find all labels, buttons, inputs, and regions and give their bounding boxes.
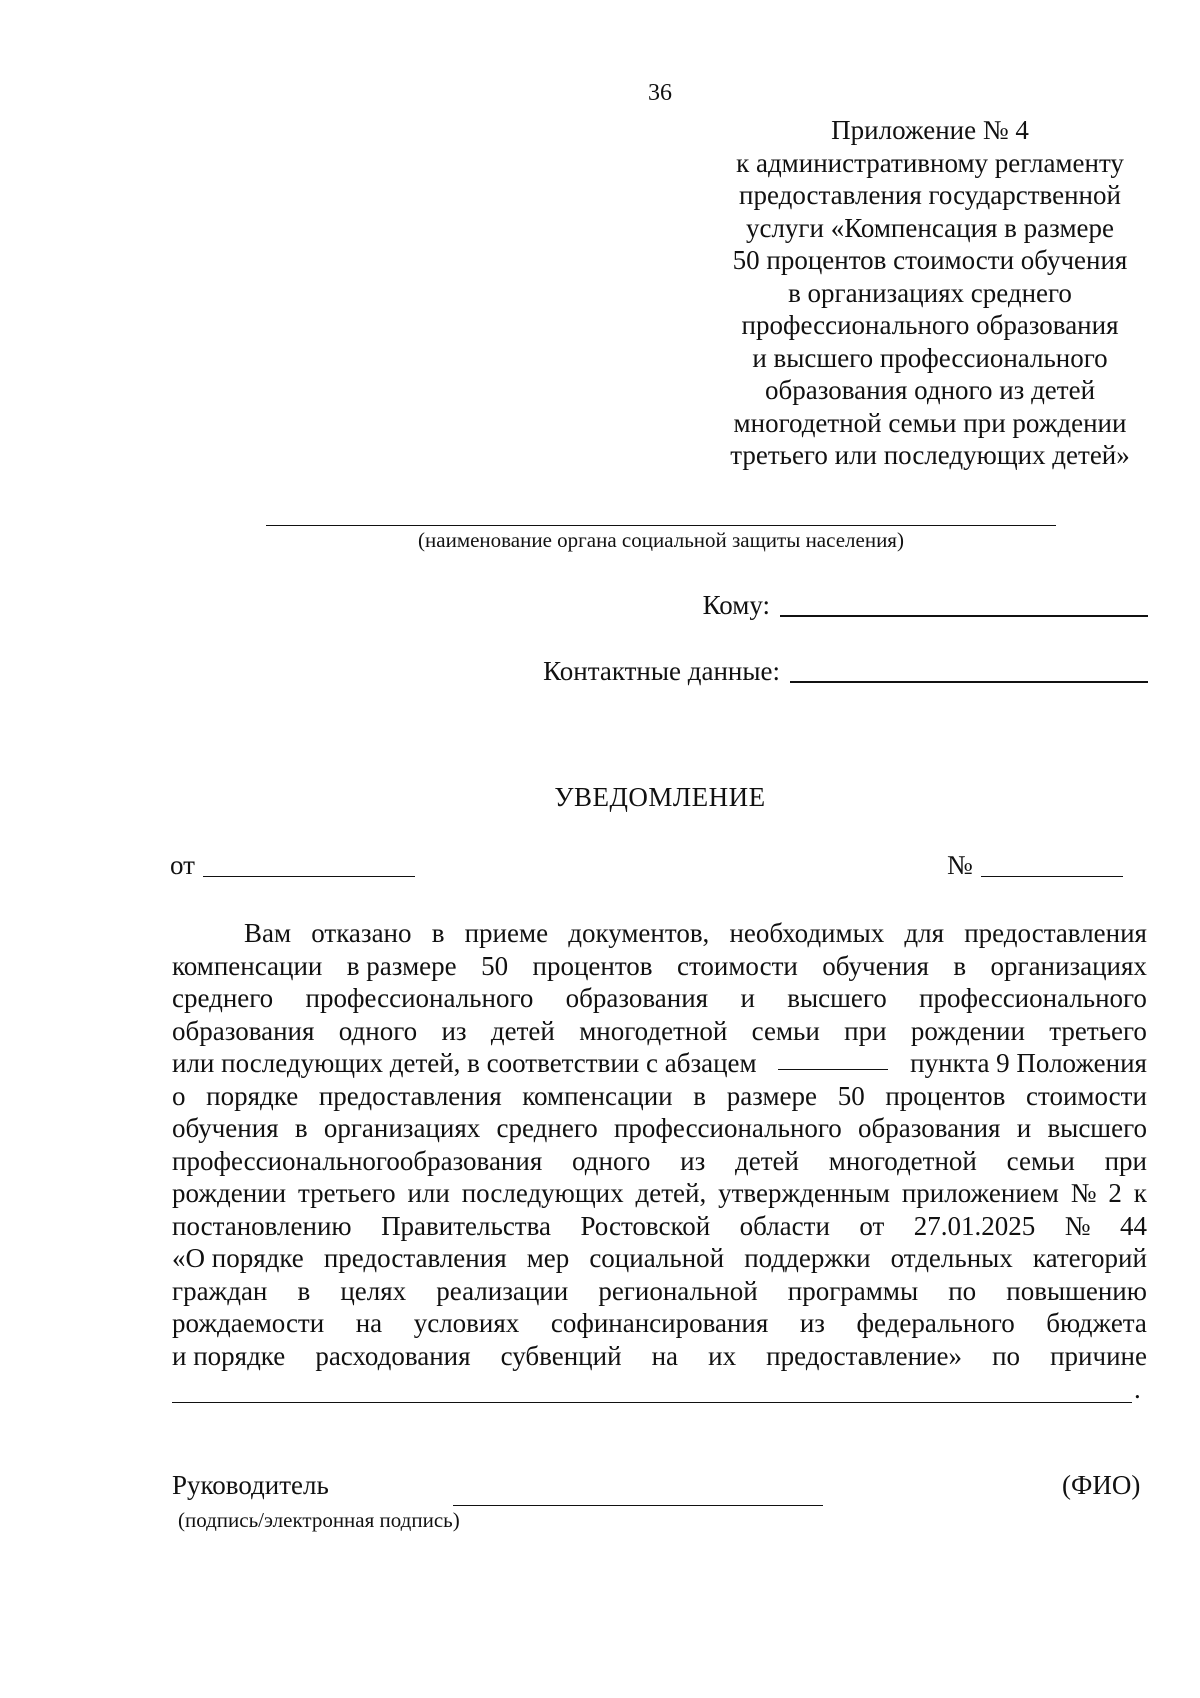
body-line	[172, 1210, 1147, 1243]
body-word: предоставления	[323, 1243, 507, 1273]
body-word: рождении	[910, 1015, 1025, 1046]
body-word: необходимых	[729, 918, 885, 948]
appendix-line: услуги «Компенсация в размере	[745, 212, 1115, 243]
body-word: о	[172, 1080, 186, 1111]
body-word: 44	[1120, 1210, 1147, 1241]
body-line	[172, 1177, 1147, 1210]
body-word: поддержки	[744, 1243, 871, 1273]
body-word: в	[294, 1113, 308, 1143]
body-word: в	[431, 918, 445, 948]
notice-body	[172, 917, 1147, 1372]
body-word: в	[693, 1080, 707, 1111]
body-word: приложением	[901, 1178, 1059, 1208]
body-word: размере	[726, 1080, 818, 1111]
body-word: причине	[1050, 1340, 1147, 1371]
body-word: компенсации	[172, 950, 323, 981]
body-word: региональной	[598, 1275, 758, 1306]
appendix-line: в организациях среднего	[788, 277, 1072, 308]
body-word: профессионального	[919, 983, 1147, 1013]
body-word: порядке	[206, 1080, 299, 1111]
appendix-line: третьего или последующих детей»	[730, 440, 1130, 470]
body-word: и порядке	[172, 1340, 286, 1371]
body-word: на	[651, 1340, 679, 1371]
body-word: семьи	[751, 1015, 820, 1046]
body-word: по	[992, 1340, 1021, 1371]
body-word: области	[739, 1210, 830, 1241]
body-word: в размере	[346, 950, 457, 981]
body-word: образования	[172, 1015, 315, 1046]
fio-label: (ФИО)	[1062, 1470, 1141, 1500]
body-word: профессионального	[305, 983, 534, 1013]
body-word: профессионального	[613, 1113, 842, 1143]
body-word: их	[708, 1340, 737, 1371]
appendix-line: многодетной семьи при рождении	[733, 407, 1127, 438]
body-word: социальной	[589, 1243, 725, 1273]
signature-caption: (подпись/электронная подпись)	[178, 1508, 460, 1532]
body-word: предоставления	[964, 918, 1147, 948]
body-word: реализации	[436, 1275, 569, 1306]
page-number: 36	[648, 80, 672, 106]
body-word: из	[441, 1015, 467, 1046]
appendix-line: Приложение № 4	[831, 115, 1029, 145]
org-name-blank-line[interactable]	[266, 525, 1056, 526]
body-word: расходования	[315, 1340, 471, 1371]
contact-blank-line[interactable]	[790, 680, 1148, 683]
body-word: софинансирования	[550, 1308, 769, 1338]
body-line	[172, 1145, 1147, 1178]
body-word: от	[859, 1210, 885, 1241]
body-word: на	[355, 1308, 383, 1338]
body-line	[172, 1340, 1147, 1373]
body-word: №	[1064, 1210, 1091, 1241]
body-word: третьего	[297, 1178, 396, 1208]
body-word: категорий	[1032, 1243, 1147, 1273]
body-line	[172, 1242, 1147, 1275]
appendix-header	[700, 114, 1160, 472]
date-blank-line[interactable]	[203, 876, 415, 877]
appendix-line: 50 процентов стоимости обучения	[732, 245, 1128, 275]
body-word: профессиональногообразования	[172, 1145, 543, 1176]
body-word: обучения	[822, 950, 929, 981]
body-word: мер	[526, 1243, 570, 1273]
body-word: компенсации	[522, 1080, 673, 1111]
reason-blank-line[interactable]	[172, 1402, 1132, 1403]
body-word: одного	[572, 1145, 651, 1176]
body-word: при	[1104, 1145, 1147, 1176]
body-word: детей,	[635, 1178, 707, 1208]
document-title: УВЕДОМЛЕНИЕ	[554, 782, 766, 812]
body-word: или	[407, 1178, 450, 1208]
body-word: №	[1070, 1178, 1097, 1208]
body-word: из	[680, 1145, 706, 1176]
body-word: целях	[340, 1275, 407, 1306]
body-word: программы	[787, 1275, 919, 1306]
body-word: обучения	[172, 1113, 279, 1143]
body-line	[172, 1275, 1147, 1308]
body-word: организациях	[323, 1113, 481, 1143]
body-word: рождении	[172, 1178, 287, 1208]
body-line	[172, 1047, 1147, 1080]
body-word: и	[1016, 1113, 1032, 1143]
body-word: многодетной	[828, 1145, 977, 1176]
body-word: среднего	[172, 983, 274, 1013]
body-word: 50	[481, 950, 509, 981]
body-word: последующих	[461, 1178, 624, 1208]
body-word: стоимости	[1026, 1080, 1147, 1111]
body-word: предоставление»	[766, 1340, 962, 1371]
reason-end-period: .	[1134, 1374, 1141, 1404]
body-line	[172, 1307, 1147, 1340]
body-word: 27.01.2025	[913, 1210, 1036, 1241]
to-label: Кому:	[702, 590, 770, 620]
body-word: повышению	[1006, 1275, 1147, 1306]
body-word: граждан	[172, 1275, 268, 1306]
contact-field	[543, 656, 1148, 687]
body-word: в	[297, 1275, 311, 1306]
body-word: из	[799, 1308, 825, 1338]
body-word: бюджета	[1046, 1308, 1147, 1338]
body-line	[172, 1112, 1147, 1145]
body-word: федерального	[856, 1308, 1015, 1338]
number-field	[947, 850, 1123, 881]
number-blank-line[interactable]	[981, 876, 1123, 877]
body-line	[172, 1080, 1147, 1113]
body-word: образования	[565, 983, 709, 1013]
body-word: рождаемости	[172, 1308, 325, 1338]
body-word: приеме	[464, 918, 549, 948]
appendix-line: предоставления государственной	[739, 180, 1121, 210]
body-word: стоимости	[676, 950, 798, 981]
appendix-line: и высшего профессионального	[752, 342, 1108, 373]
body-word: семьи	[1006, 1145, 1075, 1176]
body-word: одного	[338, 1015, 418, 1046]
body-word: 2	[1108, 1178, 1122, 1208]
appendix-line: образования одного из детей	[764, 375, 1096, 405]
from-label: от	[170, 850, 195, 880]
body-word: процентов	[532, 950, 653, 981]
signature-blank-line[interactable]	[453, 1505, 823, 1506]
body-word: среднего	[496, 1113, 598, 1143]
body-word: организациях	[990, 950, 1147, 981]
date-field	[170, 850, 415, 881]
contact-label: Контактные данные:	[543, 656, 780, 686]
body-word: третьего	[1049, 1015, 1147, 1046]
body-word: Вам	[244, 918, 292, 948]
to-blank-line[interactable]	[780, 614, 1148, 617]
to-field	[703, 590, 1148, 621]
body-word: 50	[837, 1080, 865, 1111]
body-word: и	[740, 983, 755, 1013]
body-word: отдельных	[890, 1243, 1013, 1273]
body-word: в	[953, 950, 967, 981]
body-word: многодетной	[579, 1015, 728, 1046]
body-word: утвержденным	[718, 1178, 890, 1208]
body-word: «О порядке	[172, 1243, 304, 1273]
body-word: Правительства	[381, 1210, 551, 1241]
body-word: отказано	[311, 918, 412, 948]
body-line	[172, 950, 1147, 983]
body-word: высшего	[787, 983, 887, 1013]
appendix-line: профессионального образования	[741, 310, 1119, 340]
body-word: условиях	[413, 1308, 520, 1338]
number-label: №	[947, 850, 973, 880]
body-text-segment: или последующих детей, в соответствии с абзацем	[172, 1048, 757, 1078]
body-word: постановлению	[172, 1210, 352, 1241]
paragraph-blank-line[interactable]	[778, 1047, 888, 1070]
body-word: образования	[858, 1113, 1001, 1143]
head-label: Руководитель	[172, 1470, 329, 1500]
body-word: детей	[735, 1145, 799, 1176]
body-word: для	[904, 918, 945, 948]
appendix-line: к административному регламенту	[736, 147, 1124, 178]
body-line	[172, 1015, 1147, 1048]
body-word: процентов	[885, 1080, 1006, 1111]
body-line	[172, 917, 1147, 950]
body-word: предоставления	[318, 1080, 502, 1111]
body-word: к	[1133, 1178, 1147, 1208]
body-word: Ростовской	[580, 1210, 711, 1241]
org-name-caption: (наименование органа социальной защиты населения)	[418, 528, 904, 552]
body-word: субвенций	[500, 1340, 622, 1371]
body-word: по	[948, 1275, 977, 1306]
body-word: детей	[490, 1015, 555, 1046]
body-text-segment: пункта 9 Положения	[910, 1048, 1147, 1078]
body-word: высшего	[1047, 1113, 1147, 1143]
body-line	[172, 982, 1147, 1015]
body-word: документов,	[568, 918, 710, 948]
body-word: при	[844, 1015, 887, 1046]
